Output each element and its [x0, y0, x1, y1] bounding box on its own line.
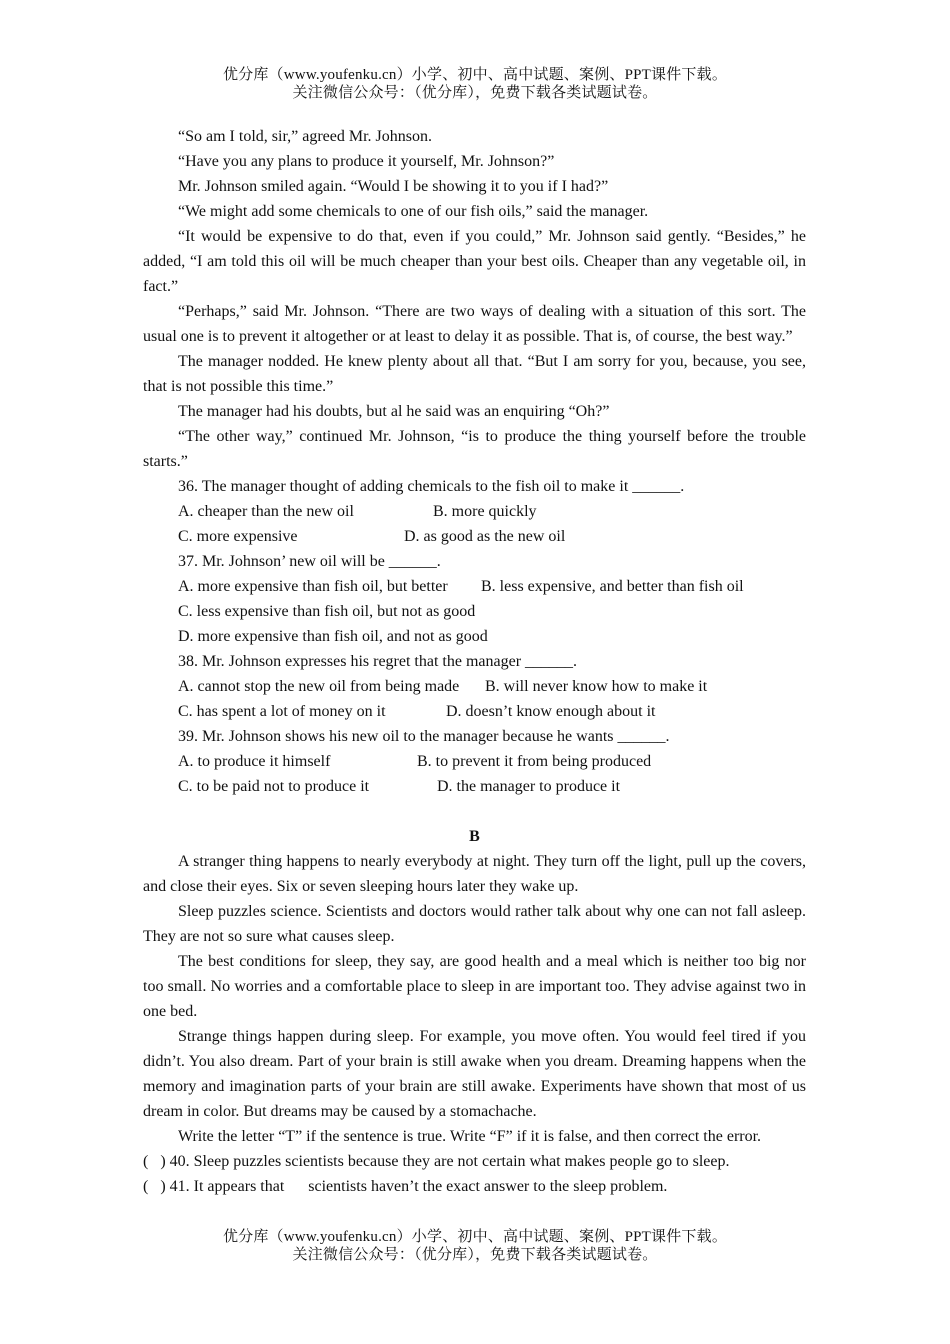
question-37-options-row: [143, 624, 806, 649]
question-36-options-row: [143, 524, 806, 549]
question-36-stem: 36. The manager thought of adding chemicals to the fish oil to make it ______.: [178, 478, 685, 495]
option-37-d: D. more expensive than fish oil, and not as good: [178, 628, 488, 645]
question-38-options-row: [143, 699, 806, 724]
document-body: [143, 124, 806, 1199]
passage-a-paragraph: “Have you any plans to produce it yourself, Mr. Johnson?”: [178, 153, 555, 170]
page-footer: [0, 1228, 950, 1264]
true-false-item-41: ( ) 41. It appears that scientists haven’t the exact answer to the sleep problem.: [143, 1178, 668, 1195]
option-37-c: C. less expensive than fish oil, but not as good: [178, 603, 476, 620]
question-37-options-row: [143, 574, 806, 599]
true-false-item-40: ( ) 40. Sleep puzzles scientists because they are not certain what makes people go to sleep.: [143, 1153, 730, 1170]
section-b-title: B: [469, 828, 480, 845]
option-37-b: B. less expensive, and better than fish oil: [481, 578, 744, 595]
option-38-a: A. cannot stop the new oil from being made: [178, 678, 460, 695]
question-36-options-row: [143, 499, 806, 524]
footer-line-2: 关注微信公众号：（优分库），免费下载各类试题试卷。: [292, 1247, 658, 1263]
passage-b-paragraph: The best conditions for sleep, they say, are good health and a meal which is neither too big nor too small. No worries and a comfortable place to sleep in are important too. They advise against two in one bed.: [143, 953, 806, 1020]
option-36-a: A. cheaper than the new oil: [178, 503, 354, 520]
question-38-stem: 38. Mr. Johnson expresses his regret that the manager ______.: [178, 653, 578, 670]
header-line-1: 优分库（www.youfenku.cn）小学、初中、高中试题、案例、PPT课件下载。: [222, 67, 728, 83]
option-39-d: D. the manager to produce it: [437, 778, 621, 795]
question-39-options-row: [143, 774, 806, 799]
option-37-a: A. more expensive than fish oil, but better: [178, 578, 448, 595]
question-38-options-row: [143, 674, 806, 699]
passage-a-paragraph: “We might add some chemicals to one of our fish oils,” said the manager.: [178, 203, 649, 220]
option-39-c: C. to be paid not to produce it: [178, 778, 370, 795]
page-header: [0, 66, 950, 102]
option-36-c: C. more expensive: [178, 528, 298, 545]
question-39-options-row: [143, 749, 806, 774]
header-line-2: 关注微信公众号：（优分库），免费下载各类试题试卷。: [292, 85, 658, 101]
option-38-b: B. will never know how to make it: [485, 678, 708, 695]
option-39-a: A. to produce it himself: [178, 753, 331, 770]
true-false-instructions: Write the letter “T” if the sentence is true. Write “F” if it is false, and then correct the error.: [178, 1128, 762, 1145]
passage-b-paragraph: Strange things happen during sleep. For example, you move often. You would feel tired if you didn’t. You also dream. Part of your brain is still awake when you dream. Dreaming happens when the memory and imagination parts of your brain are still awake. Experiments have shown that most of us dream in color. But dreams may be caused by a stomachache.: [143, 1028, 806, 1120]
option-38-c: C. has spent a lot of money on it: [178, 703, 386, 720]
passage-a-paragraph: The manager nodded. He knew plenty about all that. “But I am sorry for you, because, you see, that is not possible this time.”: [143, 353, 806, 395]
passage-a-paragraph: “The other way,” continued Mr. Johnson, “is to produce the thing yourself before the trouble starts.”: [143, 428, 806, 470]
question-37-stem: 37. Mr. Johnson’ new oil will be ______.: [178, 553, 441, 570]
passage-a-paragraph: “It would be expensive to do that, even if you could,” Mr. Johnson said gently. “Besides,” he added, “I am told this oil will be much cheaper than your best oils. Cheaper than any vegetable oil, in fact.”: [143, 228, 806, 295]
footer-line-1: 优分库（www.youfenku.cn）小学、初中、高中试题、案例、PPT课件下载。: [222, 1229, 728, 1245]
passage-b-paragraph: Sleep puzzles science. Scientists and doctors would rather talk about why one can not fall asleep. They are not so sure what causes sleep.: [143, 903, 806, 945]
passage-a-paragraph: The manager had his doubts, but al he said was an enquiring “Oh?”: [178, 403, 610, 420]
passage-b-paragraph: A stranger thing happens to nearly everybody at night. They turn off the light, pull up the covers, and close their eyes. Six or seven sleeping hours later they wake up.: [143, 853, 806, 895]
passage-a-paragraph: “So am I told, sir,” agreed Mr. Johnson.: [178, 128, 432, 145]
question-37-options-row: [143, 599, 806, 624]
option-36-b: B. more quickly: [433, 503, 537, 520]
passage-a-paragraph: Mr. Johnson smiled again. “Would I be showing it to you if I had?”: [178, 178, 609, 195]
passage-a-paragraph: “Perhaps,” said Mr. Johnson. “There are two ways of dealing with a situation of this sort. The usual one is to prevent it altogether or at least to delay it as possible. That is, of course, the best way.”: [143, 303, 806, 345]
option-36-d: D. as good as the new oil: [404, 528, 566, 545]
option-38-d: D. doesn’t know enough about it: [446, 703, 656, 720]
option-39-b: B. to prevent it from being produced: [417, 753, 652, 770]
question-39-stem: 39. Mr. Johnson shows his new oil to the manager because he wants ______.: [178, 728, 670, 745]
